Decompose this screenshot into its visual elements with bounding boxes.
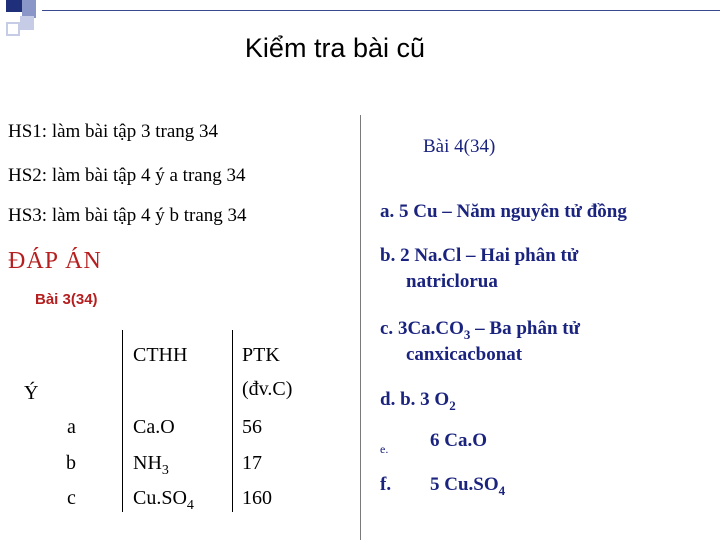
bai4-c-marker: c. [380, 318, 394, 339]
bai4-a-text: 5 Cu – Năm nguyên tử đồng [399, 201, 627, 222]
table-vline-1 [122, 330, 123, 512]
table-row-b-cthh: $NH_3$ [133, 452, 169, 478]
bai4-a-marker: a. [380, 201, 395, 222]
bai4-f-subscript: 4 [498, 482, 506, 498]
bai4-c-line2: canxicacbonat [406, 344, 523, 365]
bai4-d-formula: b. 3 O [400, 389, 450, 410]
bai4-e-text: 6 Ca.O [430, 430, 487, 451]
top-divider [42, 10, 720, 11]
bai4-b-text: 2 Na.Cl – Hai phân tử [400, 245, 579, 266]
table-header-y: Ý [24, 382, 39, 404]
bai4-e-marker: e. [380, 442, 389, 456]
bai4-item-d [380, 389, 456, 414]
column-divider [360, 115, 361, 540]
table-header-ptk: PTK [242, 344, 280, 366]
bai4-c-text: – Ba phân tử [470, 318, 581, 339]
decor-square-1 [6, 0, 22, 12]
table-row-b-label: b [66, 452, 76, 474]
table-vline-2 [232, 330, 233, 512]
homework-hs2: HS2: làm bài tập 4 ý a trang 34 [8, 165, 246, 186]
table-row-a-ptk: 56 [242, 416, 262, 438]
decor-square-3 [20, 16, 34, 30]
bai4-c-subscript: 3 [463, 326, 471, 342]
table-row-b-ptk: 17 [242, 452, 262, 474]
table-row-c-cthh: $Cu.SO_4$ [133, 487, 194, 513]
bai4-d-subscript: 2 [449, 397, 456, 413]
bai4-d-marker: d. [380, 389, 396, 410]
bai4-item-c [380, 318, 580, 343]
bai4-f-text [430, 474, 505, 499]
homework-hs1: HS1: làm bài tập 3 trang 34 [8, 121, 219, 142]
table-header-cthh: CTHH [133, 344, 188, 366]
bai4-f-formula: 5 Cu.SO [430, 474, 499, 495]
table-header-unit: (đv.C) [242, 378, 293, 400]
bai4-f-marker: f. [380, 474, 392, 495]
bai4-b-marker: b. [380, 245, 396, 266]
bai4-b-line2: natriclorua [406, 271, 498, 292]
page-title: Kiểm tra bài cũ [244, 33, 425, 63]
table-row-c-ptk: 160 [242, 487, 272, 509]
homework-hs3: HS3: làm bài tập 4 ý b trang 34 [8, 205, 247, 226]
table-row-a-label: a [67, 416, 76, 438]
bai4-item-a [380, 201, 627, 223]
table-row-a-cthh: Ca.O [133, 416, 175, 438]
answer-heading: ĐÁP ÁN [8, 248, 102, 274]
bai4-label: Bài 4(34) [423, 136, 496, 157]
table-row-c-label: c [67, 487, 76, 509]
bai4-c-formula: 3Ca.CO [397, 318, 464, 339]
bai3-label: Bài 3(34) [35, 291, 98, 308]
bai4-item-b [380, 245, 578, 267]
